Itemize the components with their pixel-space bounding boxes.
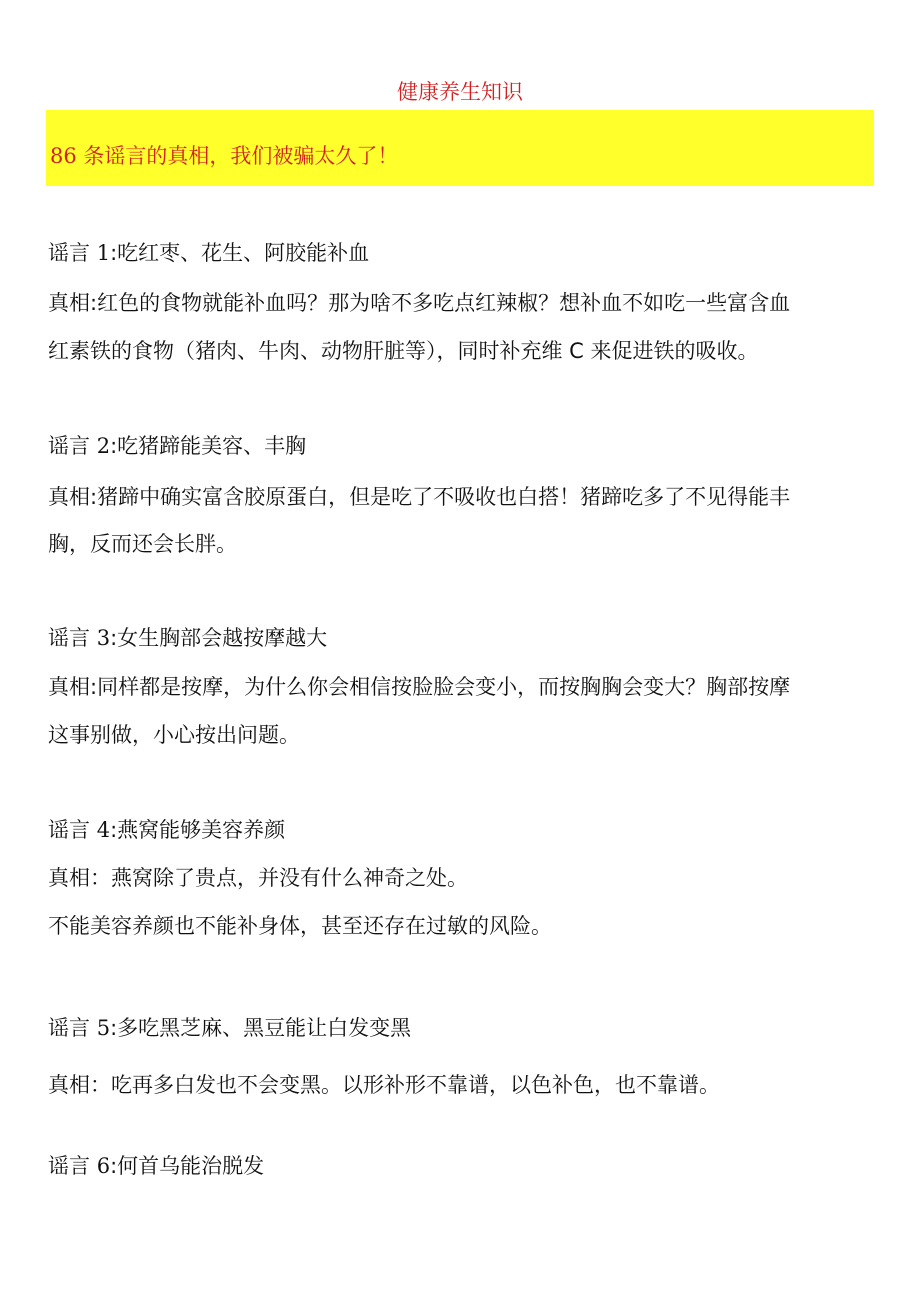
truth-line-5-1: 真相：吃再多白发也不会变黑。以形补形不靠谱，以色补色，也不靠谱。 (48, 1073, 720, 1097)
rumor-heading-4 (48, 814, 878, 846)
truth-line-1-1: 真相:红色的食物就能补血吗？那为啥不多吃点红辣椒？想补血不如吃一些富含血 (48, 291, 791, 315)
document-title: 健康养生知识 (397, 80, 523, 104)
truth-line-2-2: 胸，反而还会长胖。 (48, 532, 237, 556)
rumor-text: :燕窝能够美容养颜 (110, 818, 286, 842)
rumor-text: :多吃黑芝麻、黑豆能让白发变黑 (110, 1016, 412, 1040)
headline-text: 条谣言的真相，我们被骗太久了！ (76, 144, 399, 168)
rumor-label: 谣言 (48, 1154, 97, 1178)
truth-line-2-1: 真相:猪蹄中确实富含胶原蛋白，但是吃了不吸收也白搭！猪蹄吃多了不见得能丰 (48, 485, 791, 509)
rumor-number: 3 (96, 626, 111, 650)
rumor-label: 谣言 (48, 626, 97, 650)
truth-line-4-1: 真相：燕窝除了贵点，并没有什么神奇之处。 (48, 866, 468, 890)
rumor-number: 1 (96, 241, 111, 265)
truth-line-4-2: 不能美容养颜也不能补身体，甚至还存在过敏的风险。 (48, 914, 552, 938)
rumor-heading-1 (48, 237, 878, 269)
rumor-number: 4 (96, 818, 111, 842)
rumor-text: :何首乌能治脱发 (110, 1154, 265, 1178)
truth-line-3-1: 真相:同样都是按摩，为什么你会相信按脸脸会变小，而按胸胸会变大？胸部按摩 (48, 675, 791, 699)
headline-number: 86 (50, 144, 77, 168)
rumor-label: 谣言 (48, 241, 97, 265)
rumor-heading-6 (48, 1150, 878, 1182)
rumor-text: :吃猪蹄能美容、丰胸 (110, 434, 307, 458)
rumor-heading-2 (48, 430, 878, 462)
rumor-number: 5 (96, 1016, 111, 1040)
truth-line-1-2: 红素铁的食物（猪肉、牛肉、动物肝脏等），同时补充维 C 来促进铁的吸收。 (48, 339, 759, 363)
headline-banner (46, 110, 874, 186)
rumor-heading-3 (48, 622, 878, 654)
rumor-label: 谣言 (48, 818, 97, 842)
rumor-number: 6 (96, 1154, 111, 1178)
rumor-text: :吃红枣、花生、阿胶能补血 (110, 241, 370, 265)
truth-line-3-2: 这事别做，小心按出问题。 (48, 723, 300, 747)
rumor-label: 谣言 (48, 434, 97, 458)
rumor-heading-5 (48, 1012, 878, 1044)
rumor-label: 谣言 (48, 1016, 97, 1040)
rumor-number: 2 (96, 434, 111, 458)
rumor-text: :女生胸部会越按摩越大 (110, 626, 328, 650)
